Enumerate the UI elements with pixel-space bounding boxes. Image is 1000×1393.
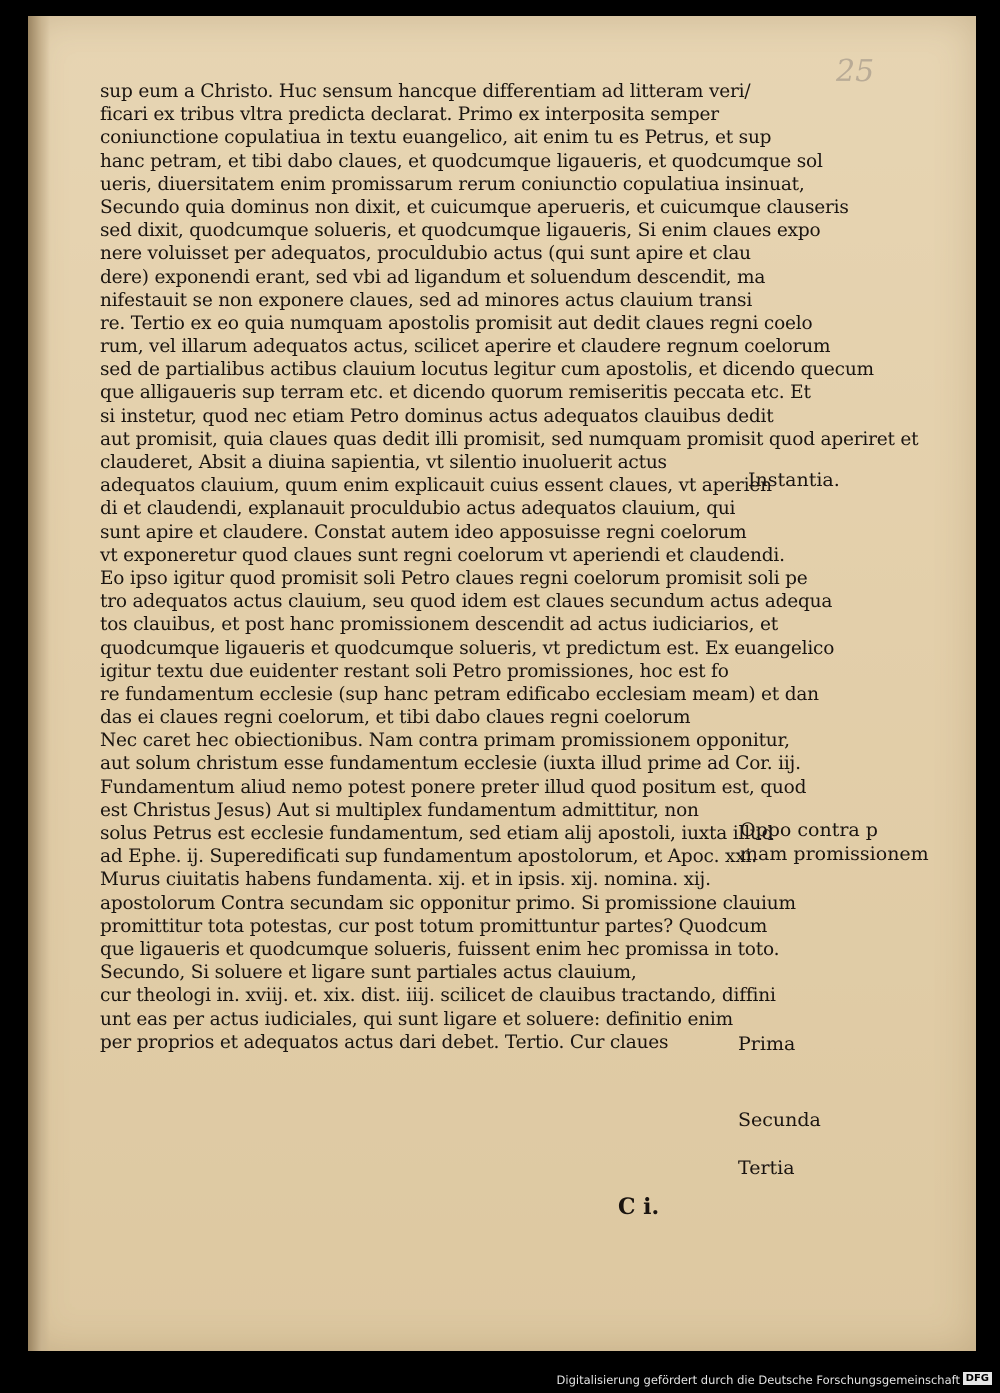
text-line: das ei claues regni coelorum, et tibi dabo claues regni coelorum: [100, 707, 691, 729]
text-line: adequatos clauium, quum enim explicauit cuius essent claues, vt aperien: [100, 475, 772, 497]
text-line: tro adequatos actus clauium, seu quod idem est claues secundum actus adequa: [100, 591, 833, 613]
text-line: re. Tertio ex eo quia numquam apostolis promisit aut dedit claues regni coelo: [100, 312, 813, 334]
text-line: apostolorum Contra secundam sic opponitur primo. Si promissione clauium: [100, 892, 796, 914]
text-line: nere voluisset per adequatos, proculdubio actus (qui sunt apire et clau: [100, 243, 751, 265]
footer-bar: [0, 1351, 1000, 1393]
text-line: cur theologi in. xviij. et. xix. dist. iiij. scilicet de clauibus tractando, diffini: [100, 985, 776, 1007]
text-line: di et claudendi, explanauit proculdubio actus adequatos clauium, qui: [100, 498, 736, 520]
folio-number: 25: [836, 54, 875, 89]
text-line: solus Petrus est ecclesie fundamentum, sed etiam alij apostoli, iuxta illud: [100, 823, 774, 844]
margin-note-tertia: Tertia: [738, 1157, 795, 1179]
text-line: clauderet, Absit a diuina sapientia, vt silentio inuoluerit actus: [100, 452, 667, 473]
text-line: Secundo, Si soluere et ligare sunt partiales actus clauium,: [100, 962, 637, 984]
text-line: re fundamentum ecclesie (sup hanc petram edificabo ecclesiam meam) et dan: [100, 683, 819, 705]
text-line: per proprios et adequatos actus dari debet. Tertio. Cur claues: [100, 1031, 669, 1053]
text-line: rum, vel illarum adequatos actus, scilicet aperire et claudere regnum coelorum: [100, 336, 831, 358]
text-line: vt exponeretur quod claues sunt regni coelorum vt aperiendi et claudendi.: [100, 544, 785, 566]
page-gutter: [28, 16, 50, 1351]
text-line: nifestauit se non exponere claues, sed ad minores actus clauium transi: [100, 289, 753, 311]
text-line: Murus ciuitatis habens fundamenta. xij. et in ipsis. xij. nomina. xij.: [100, 869, 711, 891]
text-line: ficari ex tribus vltra predicta declarat. Primo ex interposita semper: [100, 104, 719, 126]
text-line: coniunctione copulatiua in textu euangelico, ait enim tu es Petrus, et sup: [100, 127, 772, 149]
text-line: igitur textu due euidenter restant soli Petro promissiones, hoc est fo: [100, 660, 729, 682]
text-line: ueris, diuersitatem enim promissarum rerum coniunctio copulatiua insinuat,: [100, 173, 805, 195]
text-line: sed dixit, quodcumque solueris, et quodcumque ligaueris, Si enim claues expo: [100, 220, 821, 242]
text-line: est Christus Jesus) Aut si multiplex fundamentum admittitur, non: [100, 799, 699, 821]
text-line: Eo ipso igitur quod promisit soli Petro claues regni coelorum promisit soli pe: [100, 567, 808, 589]
text-line: sunt apire et claudere. Constat autem ideo apposuisse regni coelorum: [100, 521, 747, 543]
text-line: dere) exponendi erant, sed vbi ad ligandum et soluendum descendit, ma: [100, 266, 766, 288]
text-line: ad Ephe. ij. Superedificati sup fundamentum apostolorum, et Apoc. xxi.: [100, 846, 757, 868]
text-line: Fundamentum aliud nemo potest ponere preter illud quod positum est, quod: [100, 776, 807, 798]
text-line: unt eas per actus iudiciales, qui sunt ligare et soluere: definitio enim: [100, 1008, 733, 1030]
margin-note-instantia: Instantia.: [748, 469, 840, 491]
margin-note-opposition-line2: mam promissionem: [740, 843, 929, 865]
text-line: promittitur tota potestas, cur post totum promittuntur partes? Quodcum: [100, 915, 768, 937]
text-line: hanc petram, et tibi dabo claues, et quodcumque ligaueris, et quodcumque sol: [100, 150, 823, 172]
margin-note-prima: Prima: [738, 1033, 796, 1055]
text-line: aut promisit, quia claues quas dedit illi promisit, sed numquam promisit quod aperiret et: [100, 428, 919, 450]
signature-mark: C i.: [618, 1194, 660, 1220]
text-line: sup eum a Christo. Huc sensum hancque differentiam ad litteram veri/: [100, 81, 751, 102]
text-line: que alligaueris sup terram etc. et dicendo quorum remiseritis peccata etc. Et: [100, 382, 811, 404]
dfg-logo: DFG: [963, 1372, 992, 1385]
text-line: tos clauibus, et post hanc promissionem descendit ad actus iudiciarios, et: [100, 614, 778, 636]
text-line: que ligaueris et quodcumque solueris, fuissent enim hec promissa in toto.: [100, 938, 780, 960]
digitization-credit: Digitalisierung gefördert durch die Deutsche Forschungsgemeinschaft: [556, 1373, 960, 1387]
margin-note-opposition-line1: Oppo contra p: [740, 819, 878, 841]
text-line: si instetur, quod nec etiam Petro dominus actus adequatos clauibus dedit: [100, 405, 774, 427]
text-line: Nec caret hec obiectionibus. Nam contra primam promissionem opponitur,: [100, 730, 790, 752]
text-line: sed de partialibus actibus clauium locutus legitur cum apostolis, et dicendo quecum: [100, 359, 874, 381]
book-page: [28, 16, 976, 1351]
margin-note-secunda: Secunda: [738, 1109, 821, 1131]
text-line: quodcumque ligaueris et quodcumque solueris, vt predictum est. Ex euangelico: [100, 637, 835, 659]
text-line: Secundo quia dominus non dixit, et cuicumque aperueris, et cuicumque clauseris: [100, 196, 849, 218]
text-line: aut solum christum esse fundamentum ecclesie (iuxta illud prime ad Cor. iij.: [100, 753, 801, 775]
